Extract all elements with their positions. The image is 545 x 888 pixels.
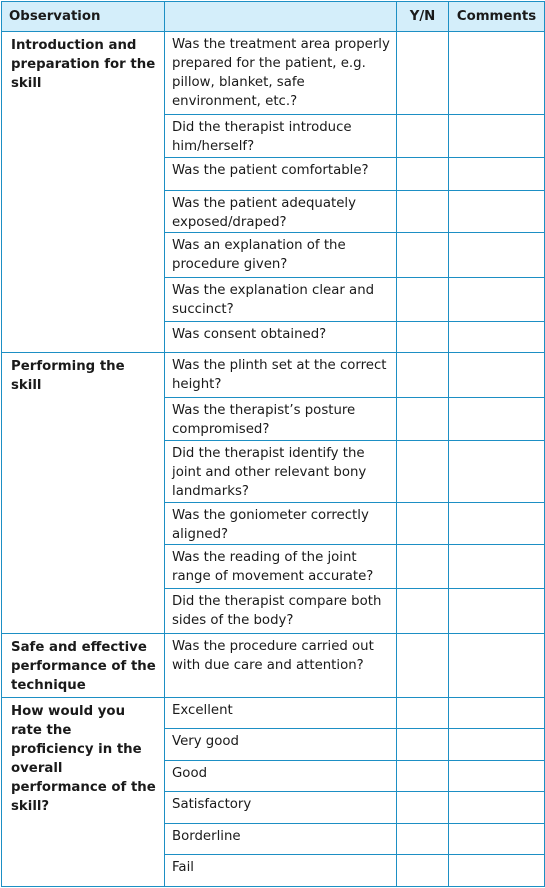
question-cell: Did the therapist compare both sides of the body?	[165, 589, 397, 634]
yn-cell[interactable]	[397, 792, 449, 824]
comments-cell[interactable]	[449, 397, 545, 440]
yn-cell[interactable]	[397, 697, 449, 729]
question-cell: Was the patient adequately exposed/draped?	[165, 190, 397, 233]
question-cell: Was the patient comfortable?	[165, 158, 397, 191]
question-cell: Was the reading of the joint range of movement accurate?	[165, 545, 397, 589]
comments-cell[interactable]	[449, 697, 545, 729]
table-row	[2, 697, 545, 729]
comments-cell[interactable]	[449, 158, 545, 191]
header-question	[165, 2, 397, 32]
observation-checklist-table	[1, 1, 545, 887]
yn-cell[interactable]	[397, 397, 449, 440]
yn-cell[interactable]	[397, 158, 449, 191]
comments-cell[interactable]	[449, 729, 545, 761]
question-cell: Was the goniometer correctly aligned?	[165, 502, 397, 545]
comments-cell[interactable]	[449, 440, 545, 502]
question-cell: Did the therapist introduce him/herself?	[165, 115, 397, 158]
question-cell: Was an explanation of the procedure given?	[165, 233, 397, 278]
header-yn: Y/N	[397, 2, 449, 32]
comments-cell[interactable]	[449, 792, 545, 824]
yn-cell[interactable]	[397, 321, 449, 353]
yn-cell[interactable]	[397, 440, 449, 502]
question-cell: Very good	[165, 729, 397, 761]
comments-cell[interactable]	[449, 190, 545, 233]
comments-cell[interactable]	[449, 502, 545, 545]
comments-cell[interactable]	[449, 545, 545, 589]
comments-cell[interactable]	[449, 233, 545, 278]
question-cell: Was the therapist’s posture compromised?	[165, 397, 397, 440]
comments-cell[interactable]	[449, 823, 545, 855]
comments-cell[interactable]	[449, 589, 545, 634]
question-cell: Was consent obtained?	[165, 321, 397, 353]
yn-cell[interactable]	[397, 353, 449, 398]
comments-cell[interactable]	[449, 321, 545, 353]
yn-cell[interactable]	[397, 502, 449, 545]
question-cell: Fail	[165, 855, 397, 887]
yn-cell[interactable]	[397, 633, 449, 697]
comments-cell[interactable]	[449, 855, 545, 887]
yn-cell[interactable]	[397, 760, 449, 792]
table-row	[2, 353, 545, 398]
comments-cell[interactable]	[449, 115, 545, 158]
comments-cell[interactable]	[449, 32, 545, 115]
yn-cell[interactable]	[397, 115, 449, 158]
header-row	[2, 2, 545, 32]
question-cell: Good	[165, 760, 397, 792]
section-title: Introduction and preparation for the skill	[2, 32, 165, 353]
question-cell: Was the procedure carried out with due care and attention?	[165, 633, 397, 697]
question-cell: Satisfactory	[165, 792, 397, 824]
yn-cell[interactable]	[397, 233, 449, 278]
yn-cell[interactable]	[397, 32, 449, 115]
section-title: Performing the skill	[2, 353, 165, 634]
comments-cell[interactable]	[449, 760, 545, 792]
question-cell: Was the plinth set at the correct height?	[165, 353, 397, 398]
question-cell: Excellent	[165, 697, 397, 729]
header-observation: Observation	[2, 2, 165, 32]
table-row	[2, 633, 545, 697]
question-cell: Did the therapist identify the joint and other relevant bony landmarks?	[165, 440, 397, 502]
table-row	[2, 32, 545, 115]
yn-cell[interactable]	[397, 729, 449, 761]
comments-cell[interactable]	[449, 633, 545, 697]
header-comments: Comments	[449, 2, 545, 32]
comments-cell[interactable]	[449, 353, 545, 398]
section-title: Safe and effective performance of the technique	[2, 633, 165, 697]
yn-cell[interactable]	[397, 823, 449, 855]
checklist-body	[2, 32, 545, 887]
question-cell: Borderline	[165, 823, 397, 855]
question-cell: Was the treatment area properly prepared for the patient, e.g. pillow, blanket, safe environment, etc.?	[165, 32, 397, 115]
yn-cell[interactable]	[397, 277, 449, 321]
section-title: How would you rate the proficiency in the overall performance of the skill?	[2, 697, 165, 886]
comments-cell[interactable]	[449, 277, 545, 321]
yn-cell[interactable]	[397, 589, 449, 634]
question-cell: Was the explanation clear and succinct?	[165, 277, 397, 321]
yn-cell[interactable]	[397, 855, 449, 887]
yn-cell[interactable]	[397, 190, 449, 233]
yn-cell[interactable]	[397, 545, 449, 589]
